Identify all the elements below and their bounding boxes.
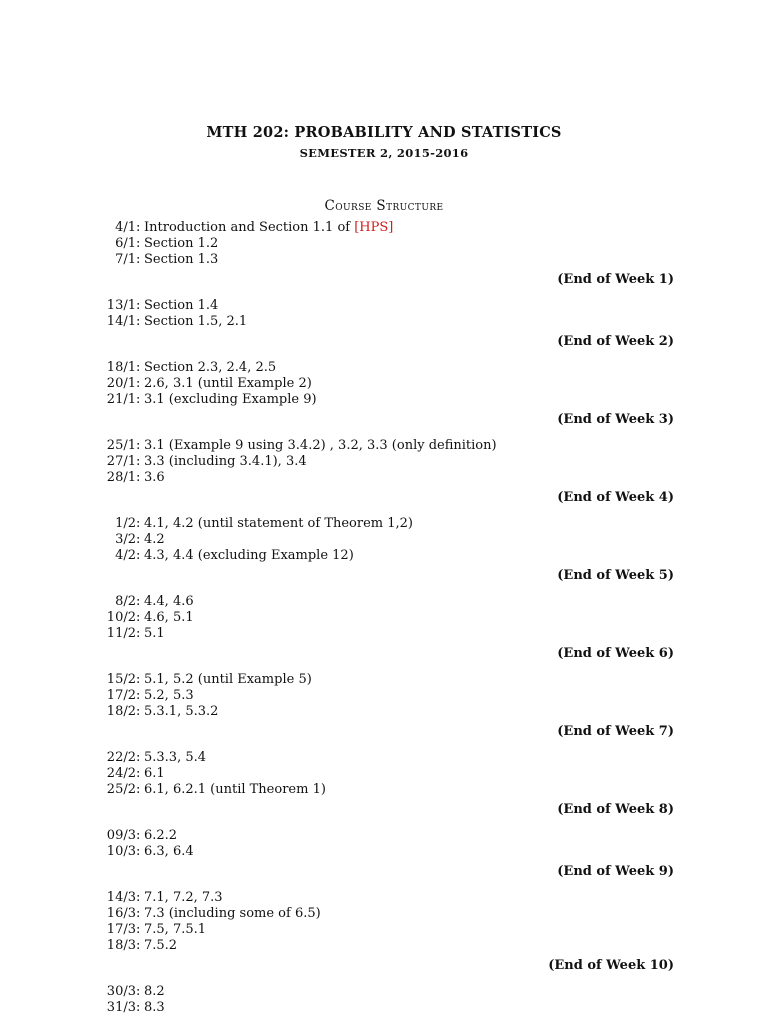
schedule-content: 6.1, 6.2.1 (until Theorem 1) xyxy=(144,782,326,797)
schedule-row xyxy=(90,1000,676,1016)
date-separator: : xyxy=(136,360,141,375)
citation-link[interactable]: [HPS] xyxy=(354,220,394,235)
section-heading: Course Structure xyxy=(324,198,444,214)
schedule-content: 8.2 xyxy=(144,984,165,999)
date-separator: : xyxy=(136,890,141,905)
schedule-date: 4/1 xyxy=(115,220,136,235)
schedule-content: 7.1, 7.2, 7.3 xyxy=(144,890,223,905)
schedule-row xyxy=(90,376,676,392)
schedule-date: 3/2 xyxy=(115,532,136,547)
schedule-row xyxy=(90,454,676,470)
schedule-date: 14/1 xyxy=(106,314,136,329)
date-separator: : xyxy=(136,376,141,391)
date-separator: : xyxy=(136,1000,141,1015)
schedule-content: 5.1, 5.2 (until Example 5) xyxy=(144,672,312,687)
schedule-row xyxy=(90,938,676,954)
schedule-date: 6/1 xyxy=(115,236,136,251)
date-separator: : xyxy=(136,922,141,937)
schedule-date: 7/1 xyxy=(115,252,136,267)
schedule-date: 22/2 xyxy=(106,750,136,765)
schedule-date: 18/1 xyxy=(106,360,136,375)
schedule-date: 18/2 xyxy=(106,704,136,719)
date-separator: : xyxy=(136,766,141,781)
schedule-date: 15/2 xyxy=(106,672,136,687)
date-separator: : xyxy=(136,906,141,921)
week-end-marker: (End of Week 10) xyxy=(548,958,674,973)
schedule-row xyxy=(90,922,676,938)
schedule-date: 09/3 xyxy=(106,828,136,843)
week-end-marker: (End of Week 9) xyxy=(557,864,674,879)
schedule-content: 7.3 (including some of 6.5) xyxy=(144,906,321,921)
schedule-row xyxy=(90,906,676,922)
schedule-row xyxy=(90,594,676,610)
date-separator: : xyxy=(136,470,141,485)
week-end-marker: (End of Week 7) xyxy=(557,724,674,739)
schedule-content: 3.1 (excluding Example 9) xyxy=(144,392,317,407)
schedule-date: 20/1 xyxy=(106,376,136,391)
schedule-content: 5.2, 5.3 xyxy=(144,688,194,703)
schedule-date: 10/2 xyxy=(106,610,136,625)
schedule-content: Introduction and Section 1.1 of xyxy=(144,220,351,235)
schedule-row xyxy=(90,360,676,376)
schedule-row xyxy=(90,844,676,860)
date-separator: : xyxy=(136,594,141,609)
schedule-content: Section 1.2 xyxy=(144,236,219,251)
date-separator: : xyxy=(136,938,141,953)
schedule-content: 4.4, 4.6 xyxy=(144,594,194,609)
schedule-row xyxy=(90,298,676,314)
date-separator: : xyxy=(136,532,141,547)
schedule-content: 5.1 xyxy=(144,626,165,641)
date-separator: : xyxy=(136,782,141,797)
schedule-date: 1/2 xyxy=(115,516,136,531)
schedule-content: 7.5.2 xyxy=(144,938,178,953)
schedule-date: 14/3 xyxy=(106,890,136,905)
schedule-row xyxy=(90,392,676,408)
schedule-date: 16/3 xyxy=(106,906,136,921)
schedule-content: 3.6 xyxy=(144,470,165,485)
schedule-content: 3.3 (including 3.4.1), 3.4 xyxy=(144,454,307,469)
date-separator: : xyxy=(136,828,141,843)
schedule-row xyxy=(90,984,676,1000)
schedule-row xyxy=(90,704,676,720)
schedule-content: 2.6, 3.1 (until Example 2) xyxy=(144,376,312,391)
schedule-content: Section 1.4 xyxy=(144,298,219,313)
schedule-row xyxy=(90,532,676,548)
date-separator: : xyxy=(136,672,141,687)
schedule-row xyxy=(90,220,676,236)
date-separator: : xyxy=(136,392,141,407)
date-separator: : xyxy=(136,626,141,641)
schedule-row xyxy=(90,828,676,844)
schedule-date: 17/2 xyxy=(106,688,136,703)
schedule-date: 27/1 xyxy=(106,454,136,469)
schedule-row xyxy=(90,610,676,626)
week-end-marker: (End of Week 2) xyxy=(557,334,674,349)
week-end-marker: (End of Week 6) xyxy=(557,646,674,661)
schedule-row xyxy=(90,766,676,782)
schedule-content: 4.6, 5.1 xyxy=(144,610,194,625)
schedule-content: Section 2.3, 2.4, 2.5 xyxy=(144,360,277,375)
week-end-marker: (End of Week 8) xyxy=(557,802,674,817)
schedule-date: 31/3 xyxy=(106,1000,136,1015)
date-separator: : xyxy=(136,610,141,625)
schedule-date: 17/3 xyxy=(106,922,136,937)
schedule-date: 25/2 xyxy=(106,782,136,797)
schedule-row xyxy=(90,688,676,704)
week-end-marker: (End of Week 5) xyxy=(557,568,674,583)
schedule-date: 11/2 xyxy=(106,626,136,641)
date-separator: : xyxy=(136,516,141,531)
date-separator: : xyxy=(136,688,141,703)
date-separator: : xyxy=(136,314,141,329)
course-schedule xyxy=(90,220,676,1016)
week-end-marker: (End of Week 4) xyxy=(557,490,674,505)
schedule-content: 4.2 xyxy=(144,532,165,547)
schedule-date: 4/2 xyxy=(115,548,136,563)
date-separator: : xyxy=(136,844,141,859)
schedule-row xyxy=(90,314,676,330)
document-title: MTH 202: PROBABILITY AND STATISTICS xyxy=(206,124,562,141)
schedule-row xyxy=(90,626,676,642)
schedule-row xyxy=(90,782,676,798)
schedule-content: 7.5, 7.5.1 xyxy=(144,922,207,937)
date-separator: : xyxy=(136,298,141,313)
date-separator: : xyxy=(136,220,141,235)
schedule-date: 30/3 xyxy=(106,984,136,999)
schedule-date: 25/1 xyxy=(106,438,136,453)
schedule-row xyxy=(90,672,676,688)
date-separator: : xyxy=(136,438,141,453)
date-separator: : xyxy=(136,984,141,999)
schedule-content: 6.3, 6.4 xyxy=(144,844,194,859)
schedule-date: 28/1 xyxy=(106,470,136,485)
schedule-content: 8.3 xyxy=(144,1000,165,1015)
document-subtitle: SEMESTER 2, 2015-2016 xyxy=(299,146,469,160)
schedule-row xyxy=(90,438,676,454)
schedule-content: Section 1.3 xyxy=(144,252,219,267)
schedule-content: 6.2.2 xyxy=(144,828,178,843)
week-end-marker: (End of Week 1) xyxy=(557,272,674,287)
schedule-content: 5.3.1, 5.3.2 xyxy=(144,704,219,719)
schedule-content: 3.1 (Example 9 using 3.4.2) , 3.2, 3.3 (only definition) xyxy=(144,438,497,453)
date-separator: : xyxy=(136,252,141,267)
schedule-row xyxy=(90,252,676,268)
schedule-date: 10/3 xyxy=(106,844,136,859)
schedule-date: 18/3 xyxy=(106,938,136,953)
date-separator: : xyxy=(136,454,141,469)
schedule-row xyxy=(90,236,676,252)
schedule-content: 4.1, 4.2 (until statement of Theorem 1,2) xyxy=(144,516,413,531)
schedule-content: 5.3.3, 5.4 xyxy=(144,750,207,765)
schedule-row xyxy=(90,750,676,766)
date-separator: : xyxy=(136,750,141,765)
schedule-date: 21/1 xyxy=(106,392,136,407)
schedule-row xyxy=(90,548,676,564)
schedule-row xyxy=(90,516,676,532)
schedule-date: 13/1 xyxy=(106,298,136,313)
schedule-content: 6.1 xyxy=(144,766,165,781)
date-separator: : xyxy=(136,548,141,563)
schedule-row xyxy=(90,470,676,486)
schedule-date: 24/2 xyxy=(106,766,136,781)
week-end-marker: (End of Week 3) xyxy=(557,412,674,427)
schedule-date: 8/2 xyxy=(115,594,136,609)
schedule-content: 4.3, 4.4 (excluding Example 12) xyxy=(144,548,354,563)
date-separator: : xyxy=(136,236,141,251)
schedule-content: Section 1.5, 2.1 xyxy=(144,314,248,329)
schedule-row xyxy=(90,890,676,906)
date-separator: : xyxy=(136,704,141,719)
